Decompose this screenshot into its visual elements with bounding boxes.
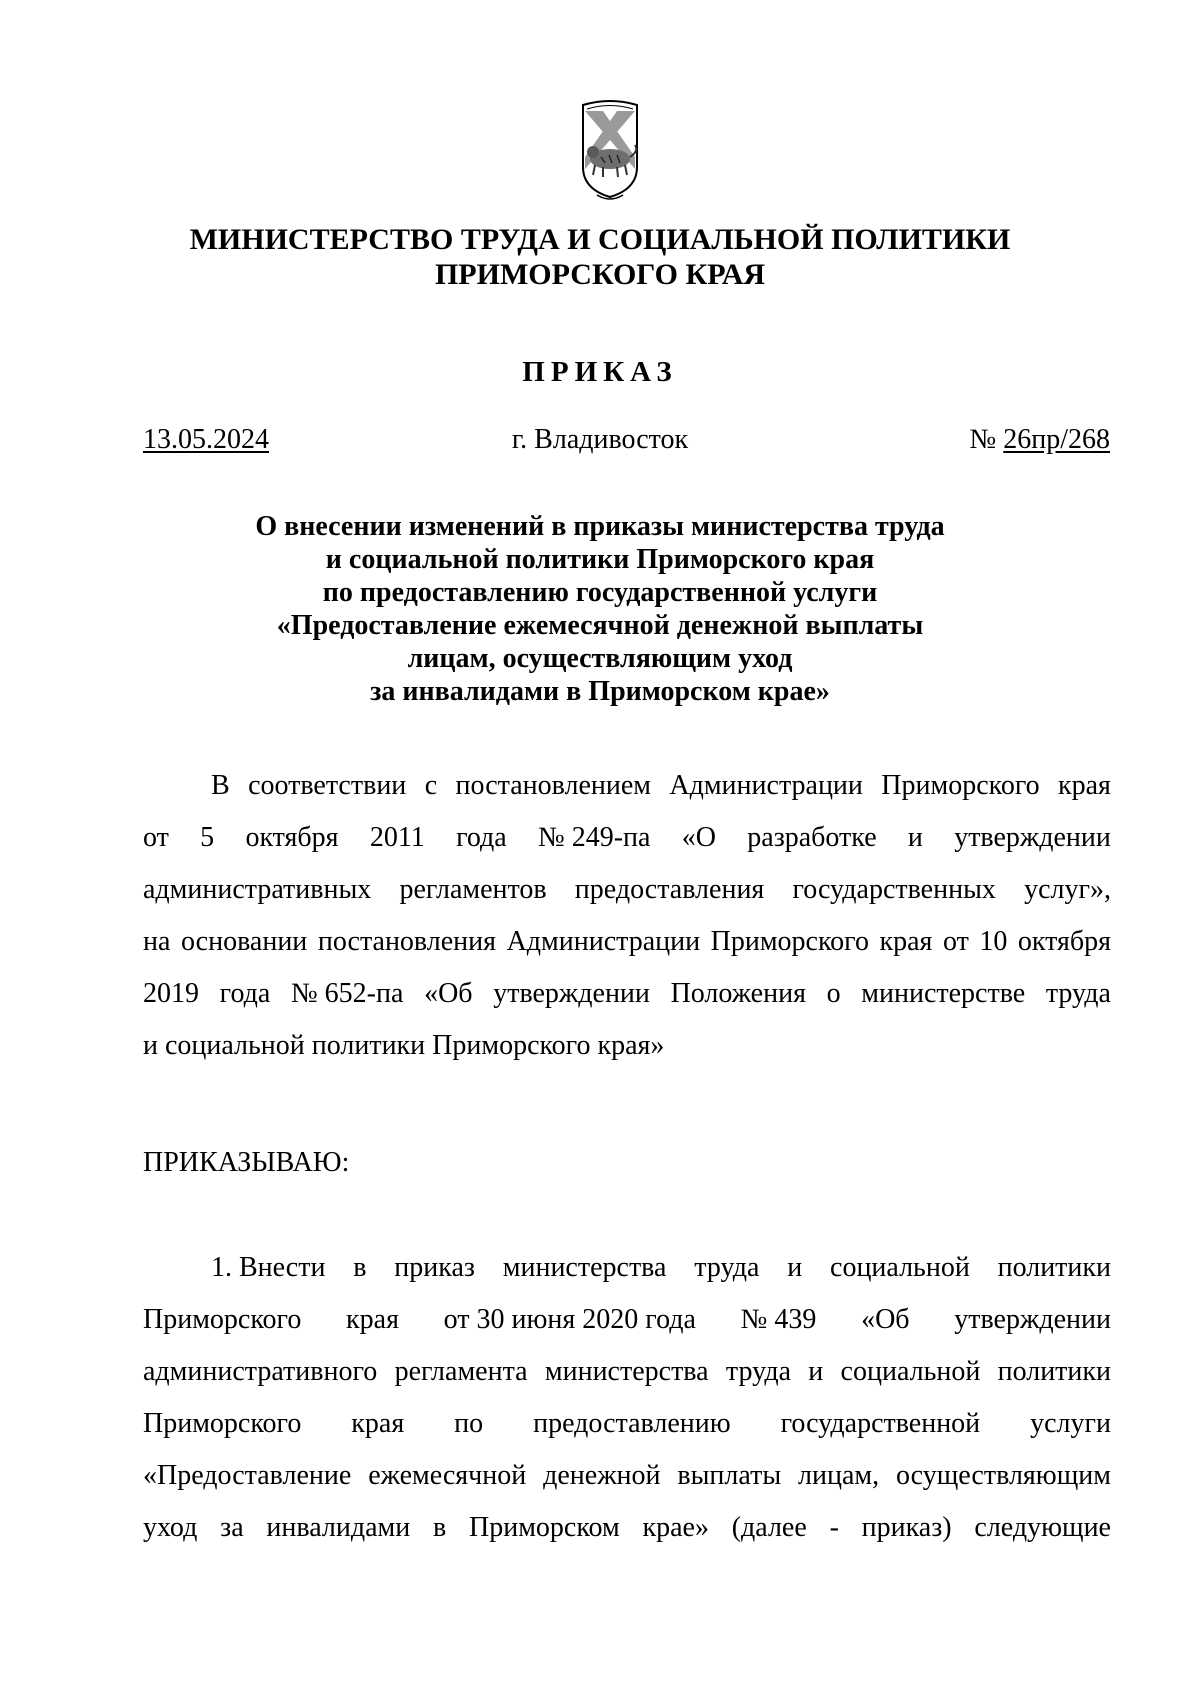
paragraph-word: лицам, — [798, 1460, 880, 1491]
paragraph-line — [143, 864, 1111, 916]
number-value: 26пр/268 — [1003, 424, 1110, 455]
paragraph-word: в — [433, 1512, 447, 1543]
paragraph-word: министерства — [544, 1356, 709, 1387]
paragraph-word: 5 — [200, 822, 215, 853]
order-word: ПРИКАЗЫВАЮ: — [143, 1147, 350, 1178]
paragraph-word: уход — [143, 1512, 198, 1543]
paragraph-word: министерства — [502, 1252, 667, 1283]
paragraph-word: министерстве — [861, 978, 1026, 1009]
paragraph-word: Приморского — [710, 926, 869, 957]
paragraph-word: регламента — [394, 1356, 528, 1387]
paragraph-word: от 30 июня 2020 года — [443, 1304, 696, 1335]
paragraph-word: административных — [143, 874, 372, 905]
paragraph-word: государственной — [780, 1408, 981, 1439]
paragraph-word: - — [829, 1512, 839, 1543]
paragraph-word: разработке — [747, 822, 877, 853]
paragraph-word: труда — [1045, 978, 1111, 1009]
paragraph-word: «Предоставление — [143, 1460, 352, 1491]
paragraph-word: края — [346, 1304, 399, 1335]
order-item-1 — [143, 1242, 1111, 1554]
paragraph-word: труда — [694, 1252, 760, 1283]
number-sign: № — [969, 424, 997, 455]
paragraph-word: 1. Внести — [211, 1252, 326, 1283]
paragraph-word: постановлением — [455, 770, 651, 801]
paragraph-word: Администрации — [506, 926, 701, 957]
paragraph-line — [143, 1294, 1111, 1346]
subject-line: и социальной политики Приморского края — [325, 544, 875, 575]
paragraph-word: октября — [1017, 926, 1111, 957]
document-city: г. Владивосток — [511, 424, 689, 455]
paragraph-word: следующие — [974, 1512, 1111, 1543]
paragraph-word: от — [143, 822, 169, 853]
ministry-title — [0, 222, 1200, 292]
paragraph-line — [143, 1242, 1111, 1294]
paragraph-line — [143, 760, 1111, 812]
paragraph-word: социальной — [830, 1252, 970, 1283]
paragraph-word: № 652-па — [290, 978, 404, 1009]
paragraph-line — [143, 1502, 1111, 1554]
paragraph-word: № 439 — [740, 1304, 817, 1335]
paragraph-line — [143, 1450, 1111, 1502]
paragraph-word: и — [907, 822, 923, 853]
paragraph-word: государственных — [792, 874, 996, 905]
paragraph-word: и — [808, 1356, 824, 1387]
paragraph-word: труда — [725, 1356, 791, 1387]
paragraph-word: Приморского — [881, 770, 1040, 801]
paragraph-word: регламентов — [399, 874, 547, 905]
paragraph-word: края — [351, 1408, 405, 1439]
paragraph-word: в — [353, 1252, 367, 1283]
paragraph-word: октября — [245, 822, 339, 853]
preamble-paragraph — [143, 760, 1111, 1072]
paragraph-word: о — [826, 978, 841, 1009]
paragraph-word: утверждении — [954, 822, 1111, 853]
paragraph-word: денежной — [543, 1460, 661, 1491]
paragraph-word: Положения — [670, 978, 806, 1009]
subject-line: «Предоставление ежемесячной денежной выплаты — [276, 610, 924, 641]
paragraph-word: ежемесячной — [368, 1460, 527, 1491]
paragraph-line — [143, 916, 1111, 968]
paragraph-word: приказ) — [861, 1512, 952, 1543]
paragraph-word: крае» — [642, 1512, 709, 1543]
paragraph-word: (далее — [731, 1512, 807, 1543]
paragraph-word: 2011 — [369, 822, 425, 853]
paragraph-word: на — [143, 926, 171, 957]
paragraph-line — [143, 812, 1111, 864]
paragraph-word: «О — [681, 822, 716, 853]
paragraph-word: 2019 — [143, 978, 199, 1009]
ministry-line-2: ПРИМОРСКОГО КРАЯ — [434, 258, 766, 291]
paragraph-line — [143, 1346, 1111, 1398]
paragraph-word: выплаты — [677, 1460, 782, 1491]
paragraph-word: административного — [143, 1356, 378, 1387]
paragraph-word: за — [220, 1512, 244, 1543]
paragraph-word: услуги — [1030, 1408, 1111, 1439]
paragraph-word: социальной — [840, 1356, 981, 1387]
paragraph-word: «Об — [861, 1304, 910, 1335]
paragraph-word: политики — [997, 1252, 1111, 1283]
paragraph-word: «Об — [424, 978, 473, 1009]
paragraph-word: края — [879, 926, 933, 957]
paragraph-line — [143, 968, 1111, 1020]
subject-line: лицам, осуществляющим уход — [407, 643, 793, 674]
paragraph-word: инвалидами — [266, 1512, 411, 1543]
document-date: 13.05.2024 — [143, 424, 269, 455]
paragraph-line — [143, 1398, 1111, 1450]
paragraph-word: услуг», — [1024, 874, 1111, 905]
paragraph-word: и социальной политики Приморского края» — [143, 1030, 665, 1061]
paragraph-word: утверждении — [493, 978, 650, 1009]
paragraph-word: приказ — [394, 1252, 475, 1283]
paragraph-word: предоставления — [574, 874, 765, 905]
paragraph-word: осуществляющим — [895, 1460, 1111, 1491]
ministry-line-1: МИНИСТЕРСТВО ТРУДА И СОЦИАЛЬНОЙ ПОЛИТИКИ — [189, 223, 1011, 256]
paragraph-word: с — [424, 770, 438, 801]
coat-of-arms-icon — [575, 97, 645, 205]
document-number — [970, 424, 1110, 456]
document-type: ПРИКАЗ — [522, 356, 678, 388]
paragraph-word: В — [211, 770, 230, 801]
subject-line: О внесении изменений в приказы министерства труда — [255, 511, 945, 542]
paragraph-word: постановления — [317, 926, 497, 957]
document-subject — [0, 510, 1200, 708]
paragraph-word: политики — [997, 1356, 1111, 1387]
paragraph-word: № 249-па — [538, 822, 651, 853]
paragraph-word: Приморского — [143, 1304, 302, 1335]
paragraph-line — [143, 1020, 1111, 1072]
paragraph-word: края — [1058, 770, 1111, 801]
subject-line: за инвалидами в Приморском крае» — [370, 676, 830, 707]
paragraph-word: по — [454, 1408, 484, 1439]
paragraph-word: 10 — [979, 926, 1008, 957]
paragraph-word: основании — [180, 926, 308, 957]
paragraph-word: от — [942, 926, 969, 957]
subject-line: по предоставлению государственной услуги — [322, 577, 878, 608]
paragraph-word: предоставлению — [533, 1408, 731, 1439]
paragraph-word: Приморского — [143, 1408, 302, 1439]
paragraph-word: и — [787, 1252, 803, 1283]
paragraph-word: года — [219, 978, 271, 1009]
paragraph-word: соответствии — [248, 770, 407, 801]
paragraph-word: Администрации — [669, 770, 863, 801]
paragraph-word: утверждении — [954, 1304, 1111, 1335]
paragraph-word: года — [456, 822, 507, 853]
paragraph-word: Приморском — [469, 1512, 620, 1543]
